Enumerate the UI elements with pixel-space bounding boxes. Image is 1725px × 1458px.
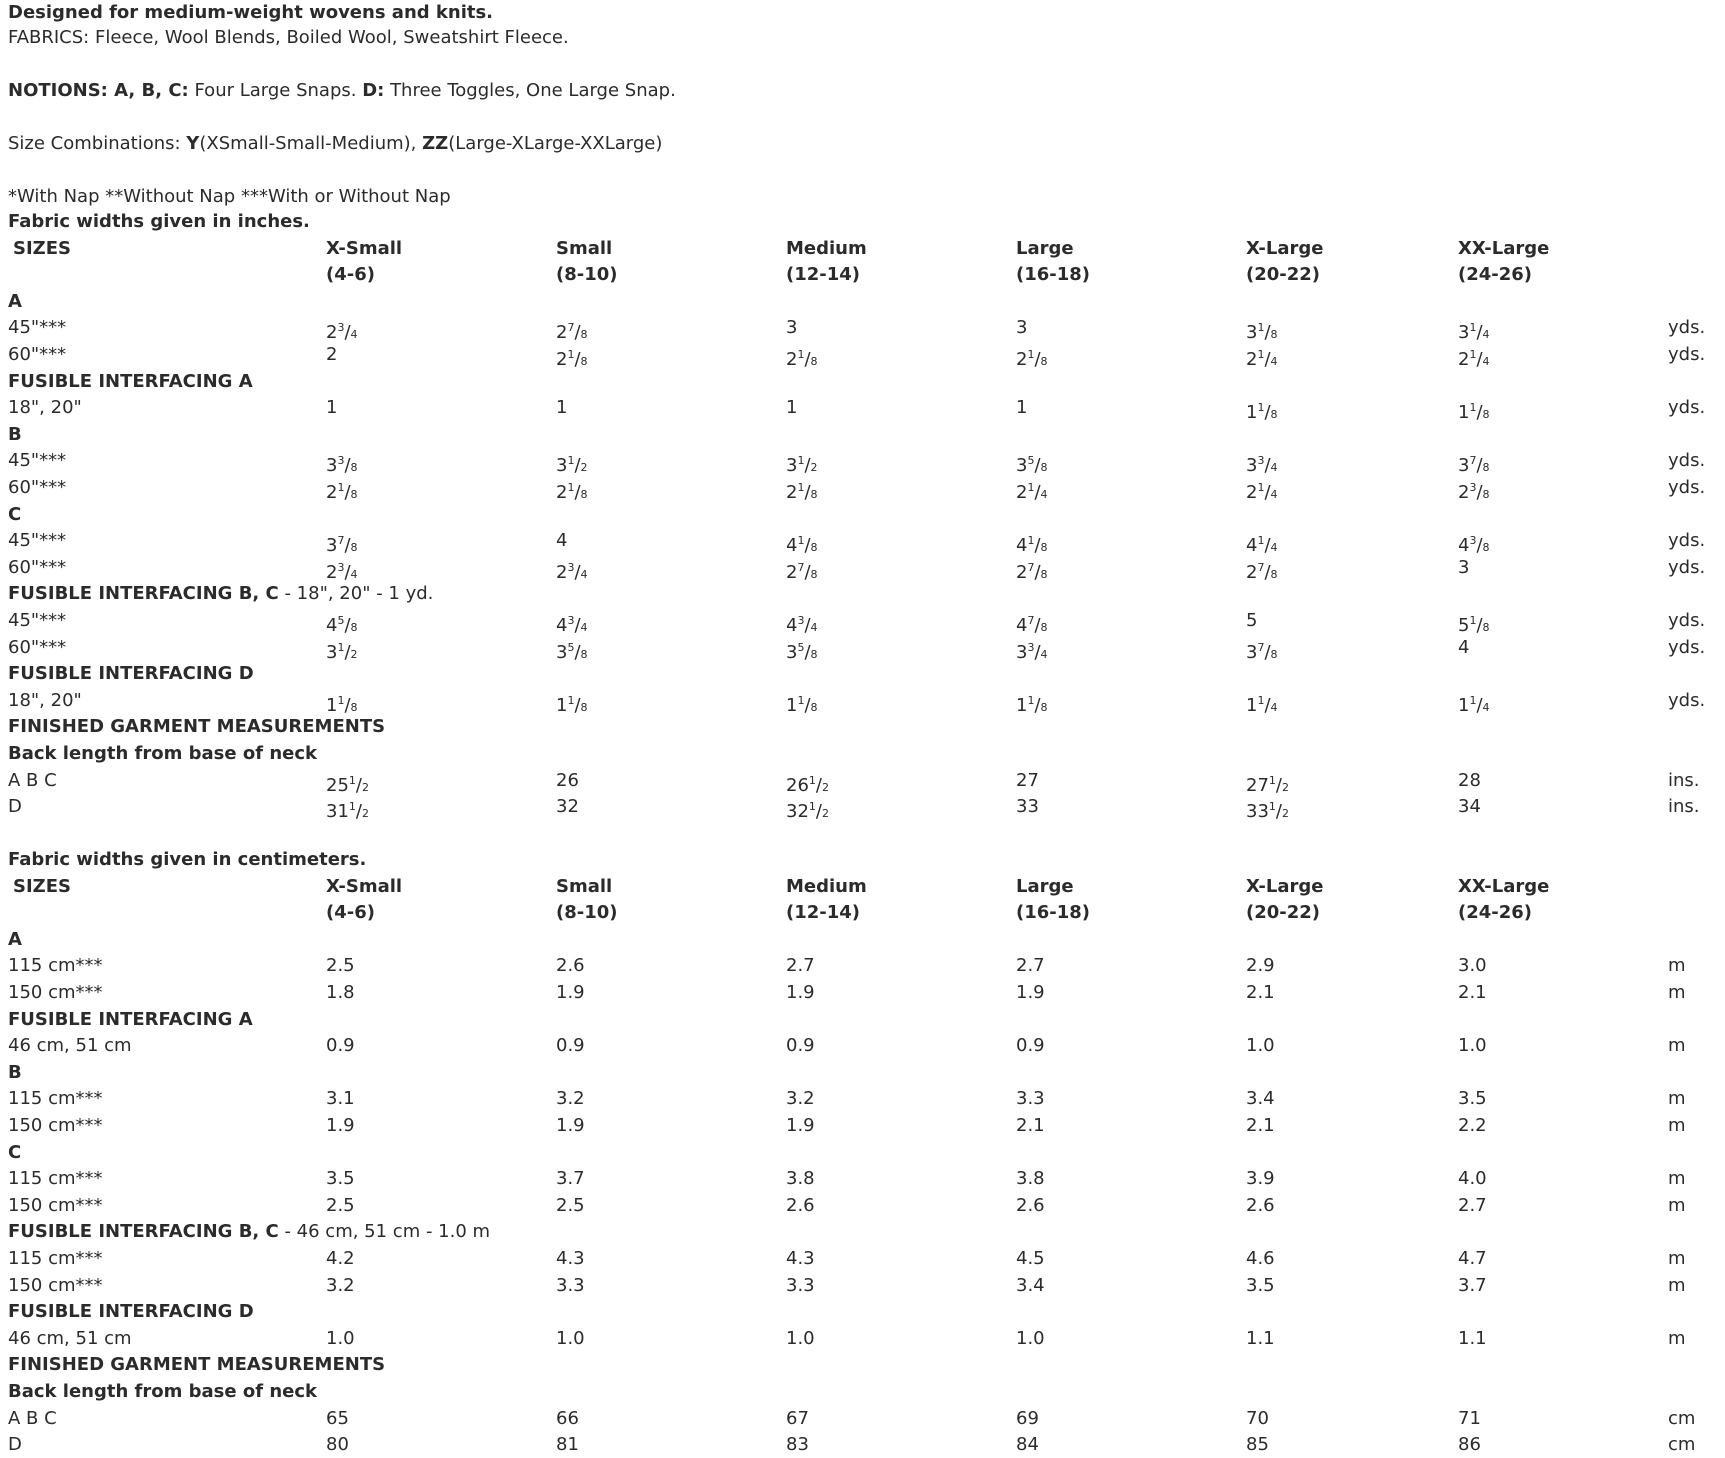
section-heading [8,1352,385,1378]
yardage-value: 3.7 [556,1168,585,1190]
row-label: 60"*** [8,556,67,578]
section-heading-note: - 18", 20" - 1 yd. [278,583,434,605]
unit-label: ins. [1668,796,1700,818]
yardage-value: $3^1/2$ [556,454,588,477]
unit-label: m [1668,1088,1686,1110]
yardage-value: $2^3/4$ [326,321,358,344]
yardage-value: $1^1/8$ [1246,401,1278,424]
combo-y-label: Y [186,133,200,154]
unit-label: m [1668,1248,1686,1269]
yardage-value: 86 [1458,1434,1481,1456]
yardage-value: 1.9 [556,1115,585,1136]
yardage-value: 3.4 [1016,1274,1045,1296]
yardage-value: $2^1/4$ [1246,481,1278,503]
yardage-value: 2.6 [1246,1194,1275,1216]
yardage-value: $25^1/2$ [326,773,369,796]
intro-fabrics: FABRICS: Fleece, Wool Blends, Boiled Wool, Sweatshirt Fleece. [8,27,569,48]
yardage-value: $5^1/8$ [1458,614,1490,636]
yardage-value: 3.7 [1458,1274,1487,1296]
yardage-value: $2^1/8$ [556,481,588,503]
yardage-value: 2.9 [1246,955,1275,977]
yardage-value: $32^1/2$ [786,800,829,823]
yardage-value: 69 [1016,1407,1039,1429]
section-heading-label: Back length from base of neck [8,743,317,764]
yardage-value: $2^1/8$ [326,481,358,503]
section-heading [8,661,254,687]
yardage-value: 1.9 [326,1115,355,1136]
yardage-value: $3^7/8$ [326,534,358,557]
row-label: 60"*** [8,636,67,658]
notions-label: NOTIONS: A, B, C: [8,80,189,101]
section-heading [8,741,317,767]
yardage-value: 2.7 [786,955,815,977]
yardage-value: $2^1/4$ [1246,348,1278,370]
section-heading-label: FUSIBLE INTERFACING A [8,370,253,392]
section-heading [8,1007,253,1033]
row-label: 60"*** [8,344,67,365]
yardage-value: 0.9 [556,1035,585,1057]
size-range: (20-22) [1246,902,1321,924]
row-label: 115 cm*** [8,1088,103,1110]
yardage-value: 71 [1458,1407,1481,1429]
section-heading-label: B [8,423,22,445]
unit-label: yds. [1668,477,1706,498]
yardage-value: 2 [326,344,338,365]
yardage-value: 1 [326,397,338,419]
size-range: (4-6) [326,264,375,286]
section-heading [8,1219,490,1245]
row-label: 45"*** [8,530,67,552]
row-label: 150 cm*** [8,1274,103,1296]
yardage-value: 1 [1016,397,1028,419]
unit-label: m [1668,1115,1686,1136]
yardage-value: 34 [1458,796,1481,818]
row-label: A B C [8,769,57,791]
unit-label: m [1668,1035,1686,1057]
yardage-value: $4^3/4$ [786,614,818,636]
yardage-value: 4.6 [1246,1248,1275,1269]
yardage-value: 2.6 [556,955,585,977]
unit-label: yds. [1668,397,1706,419]
yardage-value: 1.9 [786,1115,815,1136]
section-heading-label: FUSIBLE INTERFACING B, C [8,1221,279,1243]
unit-label: ins. [1668,769,1700,791]
unit-label: m [1668,1168,1686,1190]
combo-zz: (Large-XLarge-XXLarge) [448,133,663,154]
yardage-value: 3.8 [786,1168,815,1190]
yardage-value: $2^3/4$ [556,560,588,583]
yardage-value: $33^1/2$ [1246,800,1289,823]
yardage-value: 4.2 [326,1248,355,1269]
table-heading: Fabric widths given in centimeters. [8,849,367,870]
yardage-value: $1^1/8$ [556,693,588,716]
sizes-label: SIZES [13,237,71,259]
unit-label: yds. [1668,450,1706,472]
yardage-value: 3.5 [1458,1088,1487,1110]
section-heading-label: FINISHED GARMENT MEASUREMENTS [8,716,386,738]
intro-size-combinations [8,131,662,157]
yardage-value: 84 [1016,1434,1039,1456]
size-range: (8-10) [556,902,618,924]
yardage-value: 2.5 [556,1194,585,1216]
yardage-value: 4.7 [1458,1248,1487,1269]
yardage-value: $3^3/4$ [1246,454,1278,477]
section-heading [8,927,22,953]
yardage-value: 2.7 [1016,955,1045,977]
size-range: (16-18) [1016,264,1091,286]
yardage-value: 81 [556,1434,579,1456]
row-label: 60"*** [8,477,67,498]
yardage-value: $3^1/2$ [786,454,818,477]
section-heading [8,502,21,528]
size-column-header: X-Small [326,237,403,259]
row-label: 45"*** [8,450,67,472]
combo-y: (XSmall-Small-Medium), [199,133,423,154]
unit-label: cm [1668,1407,1696,1429]
row-label: 115 cm*** [8,1248,103,1269]
yardage-value: 4 [1458,636,1470,658]
section-heading [8,1379,317,1405]
row-label: 150 cm*** [8,1194,103,1216]
yardage-value: 5 [1246,610,1258,631]
yardage-value: $27^1/2$ [1246,773,1289,796]
section-heading [8,369,253,395]
yardage-value: $4^3/4$ [556,614,588,636]
yardage-value: 66 [556,1407,579,1429]
yardage-value: 3.4 [1246,1088,1275,1110]
yardage-value: 3.5 [326,1168,355,1190]
yardage-value: $3^3/4$ [1016,640,1048,663]
yardage-value: $2^7/8$ [1016,560,1048,583]
size-column-header: Medium [786,237,867,259]
row-label: 46 cm, 51 cm [8,1327,132,1349]
unit-label: yds. [1668,344,1706,365]
yardage-value: $3^1/4$ [1458,321,1490,344]
section-heading-label: B [8,1061,22,1083]
yardage-value: 65 [326,1407,349,1429]
yardage-value: $4^1/8$ [1016,534,1048,557]
yardage-value: 4.5 [1016,1248,1045,1269]
yardage-value: 0.9 [1016,1035,1045,1057]
unit-label: yds. [1668,689,1706,711]
yardage-value: $3^3/8$ [326,454,358,477]
yardage-value: 3.3 [1016,1088,1045,1110]
unit-label: m [1668,1274,1686,1296]
yardage-value: $4^3/8$ [1458,534,1490,557]
section-heading [8,581,433,607]
intro-notions [8,78,676,104]
yardage-value: $2^1/8$ [786,481,818,503]
size-range: (20-22) [1246,264,1321,286]
size-column-header: Large [1016,237,1074,259]
yardage-value: 80 [326,1434,349,1456]
notions-abc: Four Large Snaps. [188,80,363,101]
row-label: 150 cm*** [8,1115,103,1136]
yardage-value: $4^5/8$ [326,614,358,636]
yardage-value: $3^1/8$ [1246,321,1278,344]
yardage-value: $2^1/8$ [556,348,588,370]
section-heading [8,1299,254,1325]
yardage-value: 1.0 [326,1327,355,1349]
section-heading-label: FUSIBLE INTERFACING D [8,1301,254,1323]
row-label: 18", 20" [8,689,82,711]
size-range: (12-14) [786,902,861,924]
section-heading-label: A [8,290,22,312]
yardage-value: 2.5 [326,1194,355,1216]
intro-nap-note: *With Nap **Without Nap ***With or Without Nap [8,186,451,207]
yardage-value: $1^1/8$ [1016,693,1048,716]
yardage-value: 26 [556,769,579,791]
yardage-value: 33 [1016,796,1039,818]
yardage-value: $3^5/8$ [1016,454,1048,477]
size-column-header: Small [556,237,613,259]
section-heading-label: FINISHED GARMENT MEASUREMENTS [8,1354,386,1376]
yardage-value: $4^1/4$ [1246,534,1278,557]
yardage-value: 2.5 [326,955,355,977]
size-column-header: X-Small [326,875,403,897]
yardage-value: 2.6 [786,1194,815,1216]
yardage-value: 3.2 [556,1088,585,1110]
yardage-value: 67 [786,1407,809,1429]
unit-label: yds. [1668,530,1706,552]
section-heading-label: C [8,503,22,525]
yardage-value: 1.8 [326,982,355,1003]
yardage-value: $3^7/8$ [1458,454,1490,477]
section-heading-label: FUSIBLE INTERFACING B, C [8,583,279,605]
unit-label: m [1668,982,1686,1003]
yardage-value: 4.0 [1458,1168,1487,1190]
size-column-header: Large [1016,875,1074,897]
section-heading-label: Back length from base of neck [8,1381,317,1402]
yardage-value: 1.1 [1246,1327,1275,1349]
yardage-value: 83 [786,1434,809,1456]
yardage-value: 2.7 [1458,1194,1487,1216]
yardage-value: 3 [1016,317,1028,339]
row-label: D [8,1434,22,1456]
yardage-value: $2^1/4$ [1458,348,1490,370]
yardage-value: 2.2 [1458,1115,1487,1136]
yardage-value: 0.9 [786,1035,815,1057]
row-label: 45"*** [8,610,67,631]
row-label: 46 cm, 51 cm [8,1035,132,1057]
yardage-value: 1.0 [1246,1035,1275,1057]
yardage-value: 4 [556,530,568,552]
yardage-value: $1^1/8$ [326,693,358,716]
section-heading [8,289,22,315]
row-label: 115 cm*** [8,1168,103,1190]
yardage-value: 3 [1458,556,1470,578]
size-column-header: XX-Large [1458,237,1550,259]
unit-label: m [1668,1194,1686,1216]
unit-label: yds. [1668,610,1706,631]
yardage-value: 1 [556,397,568,419]
section-heading-note: - 46 cm, 51 cm - 1.0 m [278,1221,491,1243]
yardage-value: $4^1/8$ [786,534,818,557]
row-label: 150 cm*** [8,982,103,1003]
size-column-header: XX-Large [1458,875,1550,897]
unit-label: yds. [1668,636,1706,658]
yardage-value: $3^5/8$ [556,640,588,663]
size-column-header: X-Large [1246,237,1324,259]
yardage-value: 1.0 [1458,1035,1487,1057]
yardage-value: $1^1/4$ [1458,693,1490,716]
row-label: D [8,796,22,818]
section-heading [8,1140,21,1166]
yardage-value: $1^1/8$ [786,693,818,716]
yardage-value: 2.1 [1246,982,1275,1003]
yardage-value: 2.1 [1016,1115,1045,1136]
yardage-value: $2^7/8$ [1246,560,1278,583]
yardage-value: 3.5 [1246,1274,1275,1296]
section-heading-label: A [8,928,22,950]
yardage-value: 3.1 [326,1088,355,1110]
size-column-header: X-Large [1246,875,1324,897]
yardage-value: $1^1/8$ [1458,401,1490,424]
section-heading-label: C [8,1141,22,1163]
yardage-value: $2^1/8$ [1016,348,1048,370]
yardage-value: 27 [1016,769,1039,791]
size-column-header: Small [556,875,613,897]
unit-label: yds. [1668,556,1706,578]
sizes-label: SIZES [13,875,71,897]
yardage-value: $2^3/4$ [326,560,358,583]
yardage-value: 2.6 [1016,1194,1045,1216]
notions-d: Three Toggles, One Large Snap. [384,80,676,101]
yardage-value: 4.3 [556,1248,585,1269]
yardage-value: 3.3 [556,1274,585,1296]
yardage-value: 1.9 [786,982,815,1003]
yardage-value: $3^7/8$ [1246,640,1278,663]
yardage-value: 1.0 [786,1327,815,1349]
yardage-value: $26^1/2$ [786,773,829,796]
intro-line-1: Designed for medium-weight wovens and knits. [8,2,494,23]
unit-label: m [1668,955,1686,977]
table-heading: Fabric widths given in inches. [8,211,310,232]
yardage-value: 2.1 [1458,982,1487,1003]
size-range: (16-18) [1016,902,1091,924]
yardage-value: 28 [1458,769,1481,791]
yardage-value: $3^5/8$ [786,640,818,663]
combo-zz-label: ZZ [422,133,449,154]
yardage-value: 85 [1246,1434,1269,1456]
yardage-value: 3 [786,317,798,339]
yardage-value: 70 [1246,1407,1269,1429]
yardage-value: $31^1/2$ [326,800,369,823]
combos-prefix: Size Combinations: [8,133,187,154]
size-range: (4-6) [326,902,375,924]
yardage-value: 3.8 [1016,1168,1045,1190]
yardage-value: 3.2 [326,1274,355,1296]
notions-d-label: D: [362,80,385,101]
size-column-header: Medium [786,875,867,897]
yardage-value: $3^1/2$ [326,640,358,663]
size-range: (12-14) [786,264,861,286]
unit-label: cm [1668,1434,1696,1456]
row-label: A B C [8,1407,57,1429]
section-heading-label: FUSIBLE INTERFACING D [8,663,254,685]
yardage-value: 1.0 [556,1327,585,1349]
yardage-value: $2^3/8$ [1458,481,1490,503]
yardage-value: 3.0 [1458,955,1487,977]
yardage-value: 1.9 [1016,982,1045,1003]
yardage-value: 3.2 [786,1088,815,1110]
size-range: (24-26) [1458,264,1533,286]
yardage-value: 1.1 [1458,1327,1487,1349]
yardage-value: 1 [786,397,798,419]
row-label: 18", 20" [8,397,82,419]
unit-label: m [1668,1327,1686,1349]
yardage-value: 1.0 [1016,1327,1045,1349]
section-heading [8,1060,22,1086]
yardage-value: $4^7/8$ [1016,614,1048,636]
yardage-value: $1^1/4$ [1246,693,1278,716]
yardage-value: 4.3 [786,1248,815,1269]
row-label: 115 cm*** [8,955,103,977]
yardage-value: 32 [556,796,579,818]
row-label: 45"*** [8,317,67,339]
section-heading [8,714,385,740]
yardage-value: 2.1 [1246,1115,1275,1136]
yardage-value: $2^7/8$ [786,560,818,583]
yardage-value: $2^1/4$ [1016,481,1048,503]
section-heading-label: FUSIBLE INTERFACING A [8,1008,253,1030]
yardage-value: 1.9 [556,982,585,1003]
unit-label: yds. [1668,317,1706,339]
section-heading [8,422,22,448]
yardage-value: $2^1/8$ [786,348,818,370]
size-range: (24-26) [1458,902,1533,924]
yardage-value: 0.9 [326,1035,355,1057]
yardage-value: 3.3 [786,1274,815,1296]
size-range: (8-10) [556,264,618,286]
yardage-value: $2^7/8$ [556,321,588,344]
yardage-value: 3.9 [1246,1168,1275,1190]
